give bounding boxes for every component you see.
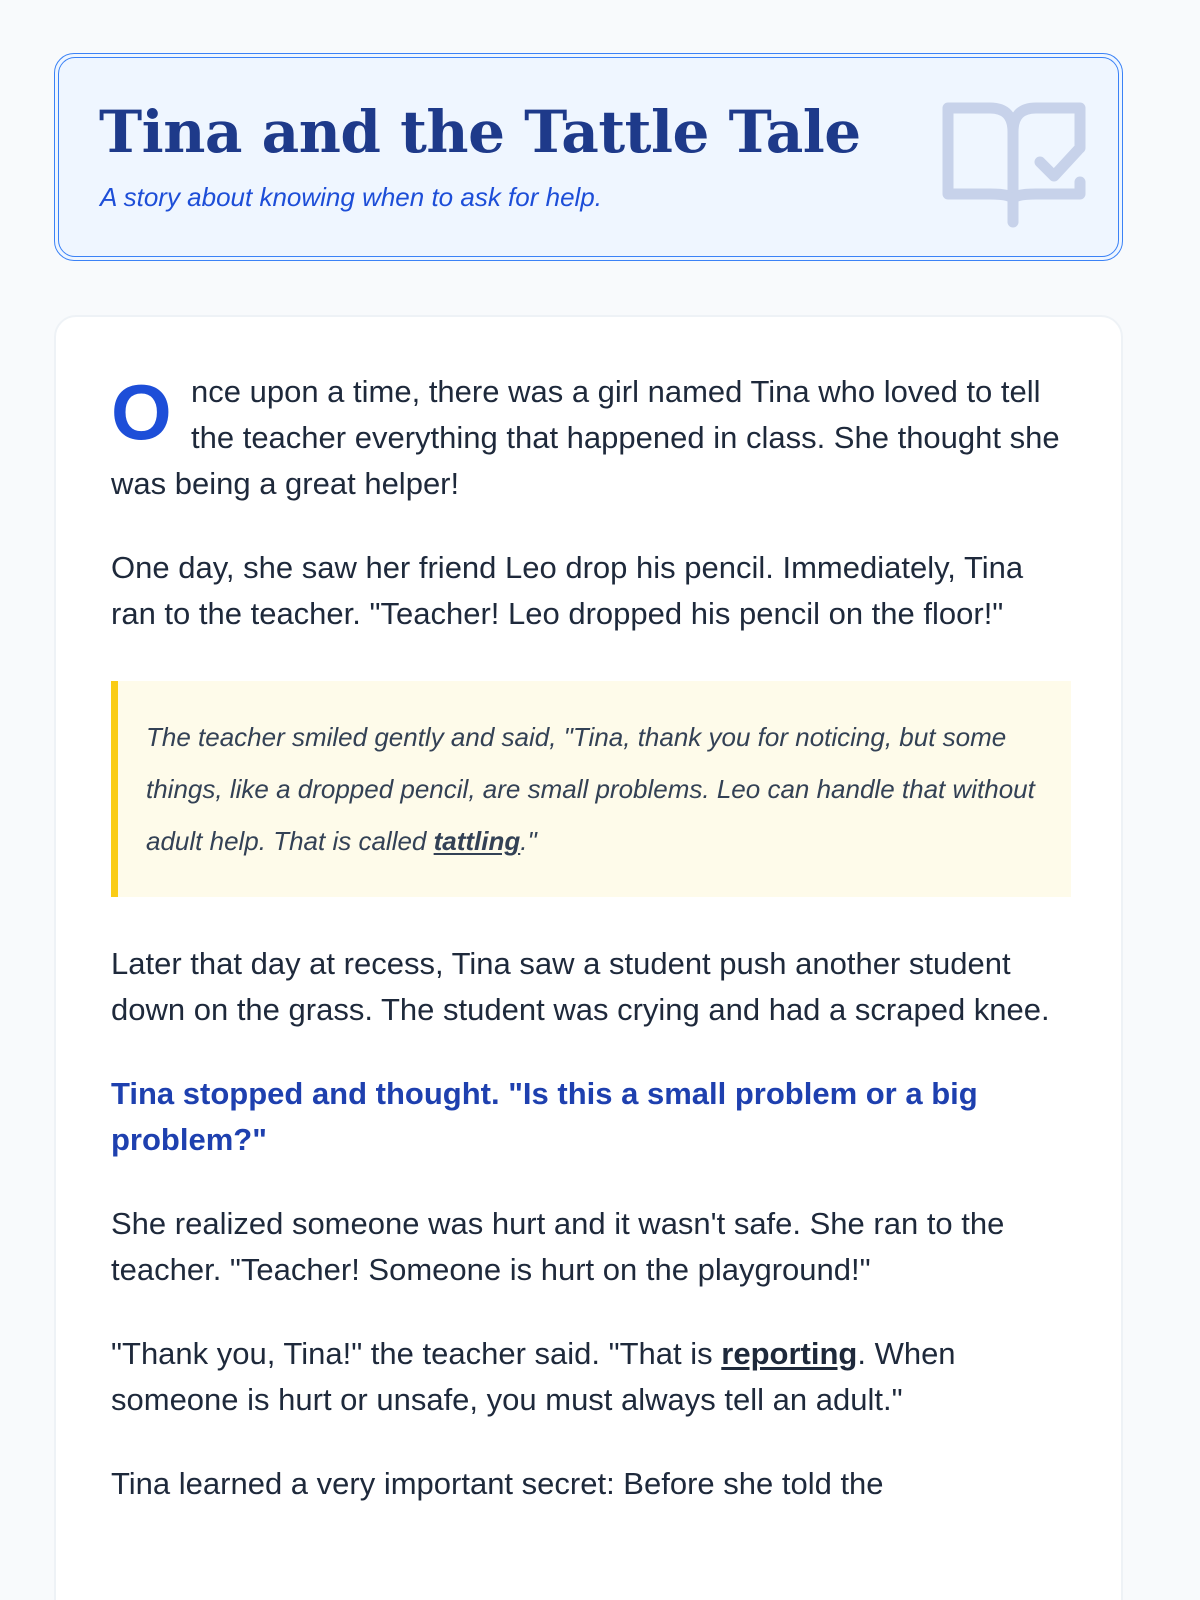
highlighted-question: Tina stopped and thought. "Is this a small problem or a big problem?" — [111, 1076, 978, 1157]
story-paragraph — [111, 369, 1071, 507]
story-paragraph — [111, 1331, 1071, 1423]
story-subtitle: A story about knowing when to ask for help. — [100, 182, 602, 212]
story-paragraph: Later that day at recess, Tina saw a student push another student down on the grass. The student was crying and had a scraped knee. — [111, 946, 1050, 1027]
teacher-quote — [111, 681, 1071, 897]
story-content — [111, 369, 1071, 1507]
book-check-icon — [940, 96, 1088, 228]
term-reporting: reporting — [721, 1336, 858, 1371]
quote-text-end: ." — [520, 826, 537, 856]
story-title: Tina and the Tattle Tale — [99, 98, 861, 166]
quote-text — [146, 711, 1041, 867]
drop-cap: O — [111, 368, 172, 456]
paragraph-text-start: "Thank you, Tina!" the teacher said. "That is — [111, 1336, 722, 1371]
story-card — [54, 315, 1123, 1600]
story-paragraph: One day, she saw her friend Leo drop his pencil. Immediately, Tina ran to the teacher. "Teacher! Leo dropped his pencil on the floor!" — [111, 550, 1024, 631]
paragraph-text-end: . When someone is hurt or unsafe, you must always tell an adult." — [111, 1336, 956, 1417]
paragraph-text: nce upon a time, there was a girl named Tina who loved to tell the teacher everything that happened in class. She thought she was being a great helper! — [111, 374, 1060, 501]
term-tattling: tattling — [433, 826, 521, 856]
quote-text-start: The teacher smiled gently and said, "Tina, thank you for noticing, but some things, like a dropped pencil, are small problems. Leo can handle that without adult help. That is called — [146, 722, 1035, 856]
story-paragraph: Tina learned a very important secret: Before she told the — [111, 1466, 884, 1501]
story-paragraph: She realized someone was hurt and it wasn't safe. She ran to the teacher. "Teacher! Someone is hurt on the playground!" — [111, 1206, 1005, 1287]
story-header — [54, 53, 1123, 261]
